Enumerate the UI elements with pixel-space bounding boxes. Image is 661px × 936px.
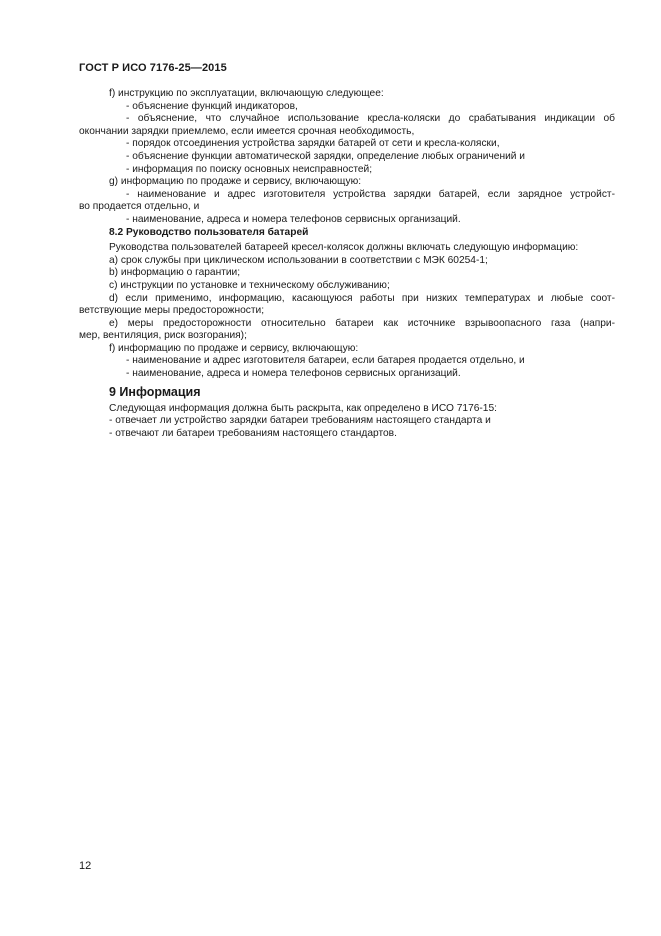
list-item-c: c) инструкции по установке и техническому обслуживанию; (109, 279, 390, 291)
sub-item: - наименование и адрес изготовителя батареи, если батарея продается отдельно, и (126, 355, 525, 367)
sub-item-continuation: во продается отдельно, и (79, 201, 200, 213)
list-item-f: f) инструкцию по эксплуатации, включающую следующее: (109, 88, 384, 99)
list-item-continuation: ветствующие меры предосторожности; (79, 305, 265, 317)
sub-item: - наименование и адрес изготовителя устройства зарядки батарей, если зарядное устройст- (126, 188, 615, 200)
document-body (79, 88, 615, 440)
list-item-continuation: мер, вентиляция, риск возгорания); (79, 330, 247, 342)
sub-item: - наименование, адреса и номера телефонов сервисных организаций. (126, 368, 461, 380)
list-item-f: f) информацию по продаже и сервису, включающую: (109, 342, 359, 354)
sub-item: - объяснение функций индикаторов, (126, 100, 298, 112)
list-item-d: d) если применимо, информацию, касающуюся работы при низких температурах и любые соот- (109, 292, 615, 304)
section-heading-9: 9 Информация (109, 384, 201, 399)
list-item-e: е) меры предосторожности относительно батареи как источнике взрывоопасного газа (напри- (109, 317, 615, 329)
paragraph: Следующая информация должна быть раскрыта, как определено в ИСО 7176-15: (109, 402, 497, 414)
list-item-a: а) срок службы при циклическом использовании в соответствии с МЭК 60254-1; (109, 254, 488, 266)
sub-item: - информация по поиску основных неисправностей; (126, 163, 373, 175)
list-item-g: g) информацию по продаже и сервису, включающую: (109, 176, 362, 188)
list-item: - отвечает ли устройство зарядки батареи требованиям настоящего стандарта и (109, 415, 491, 427)
paragraph: Руководства пользователей батареей кресел-колясок должны включать следующую информацию: (109, 242, 579, 254)
sub-item: - объяснение функции автоматической зарядки, определение любых ограничений и (126, 150, 525, 162)
sub-item: - порядок отсоединения устройства зарядки батарей от сети и кресла-коляски, (126, 138, 500, 150)
page-number: 12 (79, 860, 92, 872)
list-item-b: b) информацию о гарантии; (109, 267, 241, 279)
section-heading-8-2: 8.2 Руководство пользователя батарей (109, 226, 309, 238)
document-header: ГОСТ Р ИСО 7176-25—2015 (79, 62, 227, 74)
sub-item-continuation: окончании зарядки приемлемо, если имеется срочная необходимость, (79, 125, 415, 137)
sub-item: - объяснение, что случайное использование кресла-коляски до срабатывания индикации об (126, 113, 615, 125)
sub-item: - наименование, адреса и номера телефонов сервисных организаций. (126, 213, 461, 225)
list-item: - отвечают ли батареи требованиям настоящего стандартов. (109, 427, 397, 439)
